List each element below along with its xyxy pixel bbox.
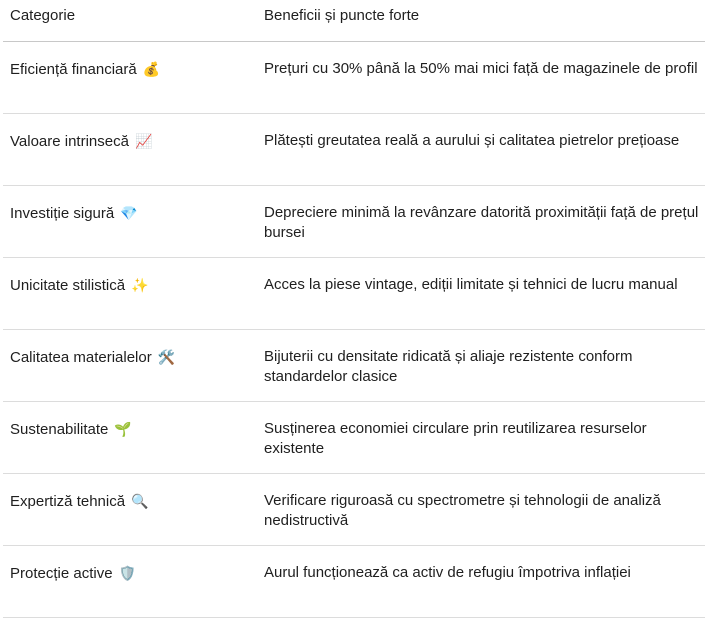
- gem-icon: 💎: [120, 205, 138, 221]
- category-cell: [3, 186, 264, 224]
- table-row: [3, 258, 705, 330]
- magnifier-icon: 🔍: [131, 493, 149, 509]
- category-cell: [3, 474, 264, 512]
- benefit-cell: Susținerea economiei circulare prin reutilizarea resurselor existente: [264, 420, 647, 457]
- benefit-cell: Verificare riguroasă cu spectrometre și tehnologii de analiză nedistructivă: [264, 492, 661, 529]
- table-row: [3, 42, 705, 114]
- hammer-wrench-icon: 🛠️: [157, 349, 176, 365]
- header-category: Categorie: [10, 7, 76, 24]
- sparkles-icon: ✨: [131, 277, 149, 293]
- category-cell: [3, 402, 264, 440]
- header-benefits: Beneficii și puncte forte: [264, 7, 420, 24]
- category-cell: [3, 330, 264, 368]
- benefits-table: [3, 0, 705, 618]
- table-row: [3, 186, 705, 258]
- category-label: Unicitate stilistică: [10, 277, 126, 294]
- category-label: Investiție sigură: [10, 205, 115, 222]
- benefit-cell: Acces la piese vintage, ediții limitate și tehnici de lucru manual: [264, 276, 678, 293]
- category-cell: [3, 114, 264, 152]
- category-cell: [3, 258, 264, 296]
- benefit-cell: Aurul funcționează ca activ de refugiu împotriva inflației: [264, 564, 631, 581]
- table-row: [3, 474, 705, 546]
- category-label: Sustenabilitate: [10, 421, 109, 438]
- category-label: Eficiență financiară: [10, 61, 137, 78]
- table-row: [3, 546, 705, 618]
- category-label: Protecție active: [10, 565, 113, 582]
- table-row: [3, 114, 705, 186]
- table-row: [3, 402, 705, 474]
- benefit-cell: Depreciere minimă la revânzare datorită proximității față de prețul bursei: [264, 204, 699, 241]
- category-label: Valoare intrinsecă: [10, 133, 129, 150]
- table-header: [3, 0, 705, 42]
- shield-icon: 🛡️: [118, 565, 136, 581]
- category-label: Expertiză tehnică: [10, 493, 126, 510]
- table-row: [3, 330, 705, 402]
- category-cell: [3, 42, 264, 80]
- benefit-cell: Plătești greutatea reală a aurului și calitatea pietrelor prețioase: [264, 132, 680, 149]
- money-bag-icon: 💰: [142, 61, 161, 77]
- benefit-cell: Prețuri cu 30% până la 50% mai mici față de magazinele de profil: [264, 60, 698, 77]
- benefit-cell: Bijuterii cu densitate ridicată și aliaje rezistente conform standardelor clasice: [264, 348, 633, 385]
- category-label: Calitatea materialelor: [10, 349, 152, 366]
- chart-increasing-icon: 📈: [134, 133, 153, 149]
- seedling-icon: 🌱: [114, 421, 132, 437]
- category-cell: [3, 546, 264, 584]
